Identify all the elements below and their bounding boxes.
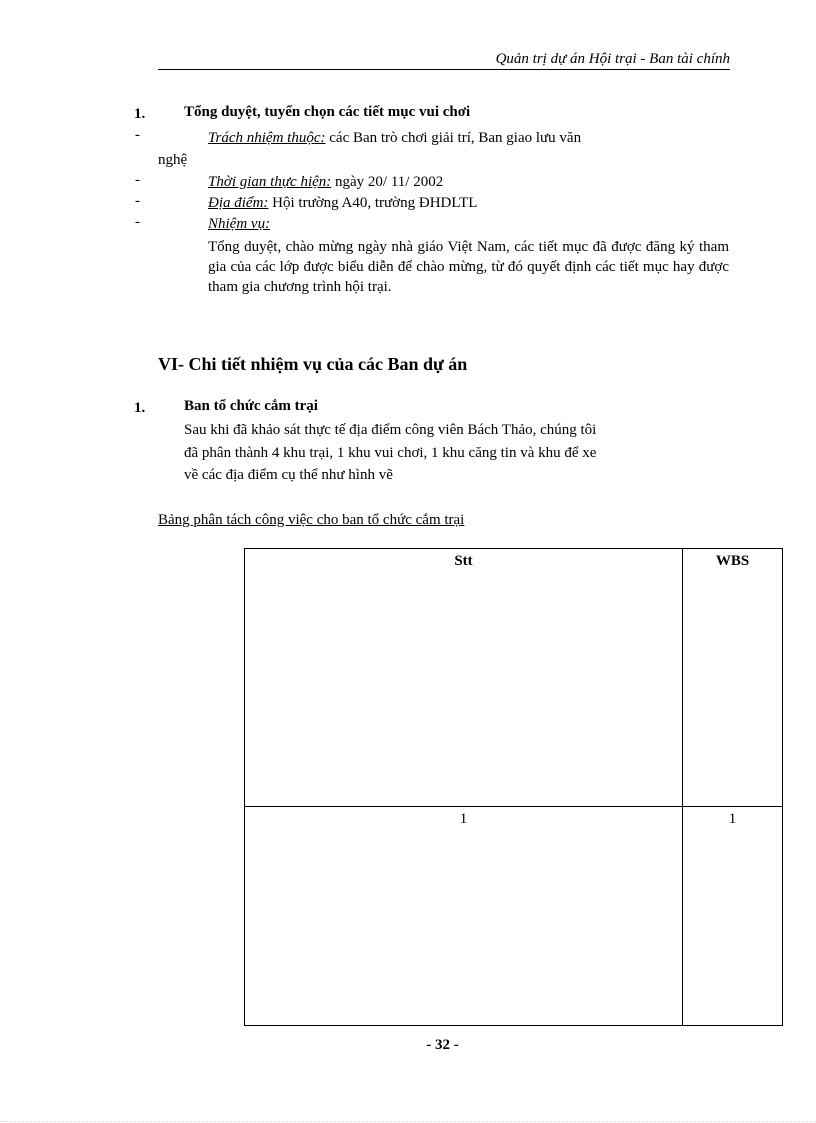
list-dash: - (135, 172, 140, 188)
list-item-task (208, 214, 270, 234)
list-dash: - (135, 127, 140, 143)
running-header: Quản trị dự án Hội trại - Ban tài chính (158, 49, 730, 70)
column-header-wbs: WBS (683, 549, 783, 807)
table-caption: Bảng phân tách công việc cho ban tổ chức cắm trại (158, 512, 465, 528)
wbs-table (244, 548, 783, 1026)
subsection-number: 1. (134, 400, 146, 416)
list-item-time (208, 172, 443, 192)
table-row (245, 807, 783, 1026)
page-number: - 32 - (426, 1037, 459, 1053)
body-line: đã phân thành 4 khu trại, 1 khu vui chơi, 1 khu căng tin và khu để xe (184, 445, 597, 461)
item-value: các Ban trò chơi giải trí, Ban giao lưu văn (325, 130, 582, 146)
list-item-responsibility (208, 128, 581, 148)
page-edge-divider (0, 1121, 816, 1122)
item-continuation: nghệ (158, 152, 188, 168)
section-title: Tổng duyệt, tuyển chọn các tiết mục vui chơi (184, 104, 471, 120)
list-dash: - (135, 193, 140, 209)
section-number: 1. (134, 106, 146, 122)
section-heading: VI- Chi tiết nhiệm vụ của các Ban dự án (158, 354, 468, 374)
body-line: Sau khi đã khảo sát thực tế địa điểm công viên Bách Thảo, chúng tôi (184, 422, 597, 438)
cell-wbs: 1 (683, 807, 783, 1026)
item-value: Hội trường A40, trường ĐHDLTL (268, 195, 478, 211)
item-label: Trách nhiệm thuộc: (208, 130, 326, 146)
item-label: Thời gian thực hiện: (208, 174, 332, 190)
list-dash: - (135, 214, 140, 230)
item-value: ngày 20/ 11/ 2002 (331, 174, 444, 190)
column-header-stt: Stt (245, 549, 683, 807)
item-label: Nhiệm vụ: (208, 216, 271, 232)
table-header-row (245, 549, 783, 807)
subsection-title: Ban tổ chức cắm trại (184, 398, 318, 414)
task-paragraph: Tổng duyệt, chào mừng ngày nhà giáo Việt Nam, các tiết mục đã được đăng ký tham gia của các lớp được biểu diễn để chào mừng, từ đó quyết định các tiết mục hay được tham gia chương trình hội trại. (208, 239, 729, 295)
list-item-location (208, 193, 477, 213)
body-line: về các địa điểm cụ thể như hình vẽ (184, 467, 393, 483)
cell-stt: 1 (245, 807, 683, 1026)
item-label: Địa điểm: (208, 195, 269, 211)
